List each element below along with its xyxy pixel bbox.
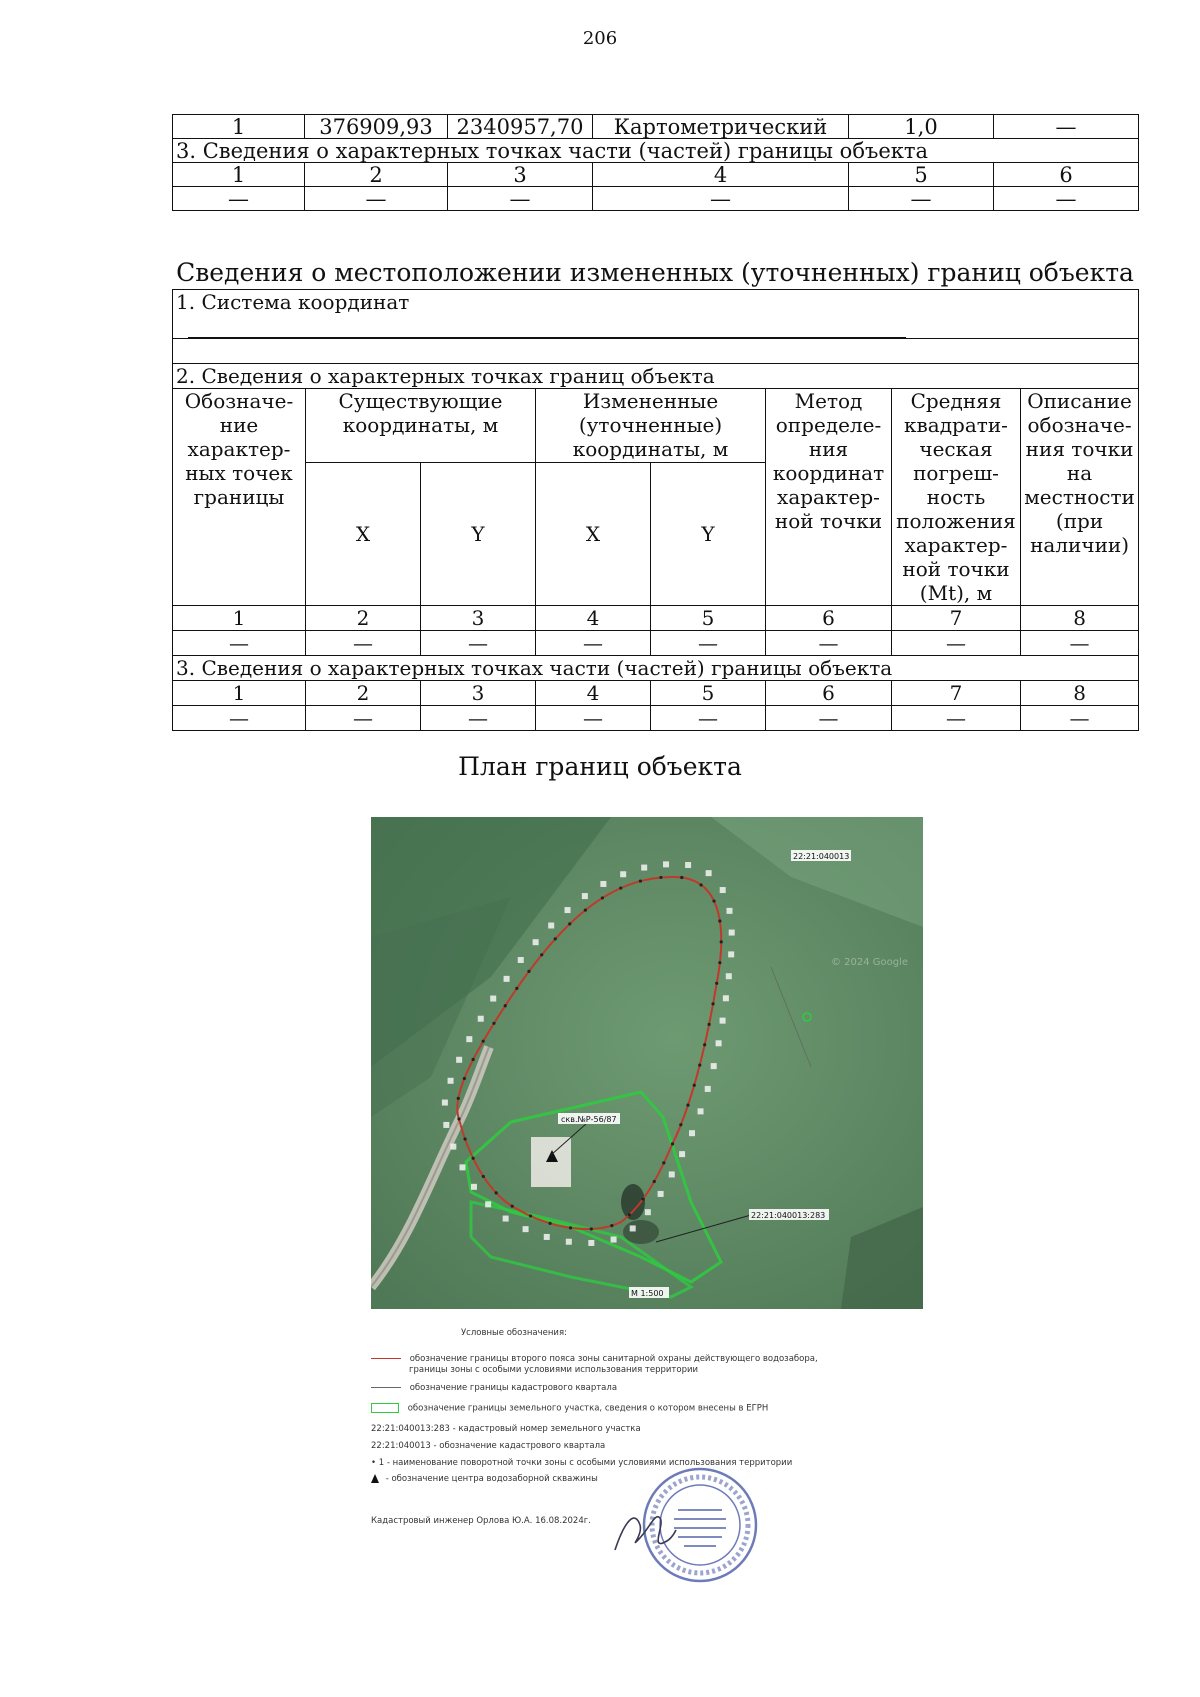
zone-vertex — [554, 937, 557, 940]
zone-vertex — [693, 1084, 696, 1087]
zone-point-tag — [726, 973, 732, 979]
table-header-row — [173, 389, 1139, 463]
table-cell: — — [305, 187, 448, 211]
table-cell: 3 — [421, 606, 536, 631]
table-cell: — — [421, 631, 536, 656]
zone-vertex — [662, 1161, 665, 1164]
zone-point-tag — [485, 1201, 491, 1207]
table-cell: 5 — [651, 681, 766, 706]
well-label: скв.№Р-56/87 — [561, 1115, 617, 1124]
table-cell: — — [1021, 706, 1139, 731]
zone-vertex — [472, 1058, 475, 1061]
header-existing-coords: Существующие координаты, м — [306, 389, 536, 463]
header-point-designation: Обозначе-ние характер-ных точек границы — [173, 389, 306, 606]
parcel-swatch — [371, 1403, 399, 1413]
header-changed-coords: Измененные (уточненные) координаты, м — [536, 389, 766, 463]
table-cell: — — [651, 706, 766, 731]
table-row — [173, 681, 1139, 706]
zone-vertex — [699, 883, 702, 886]
section-title: Сведения о местоположении измененных (уточненных) границ объекта — [176, 258, 1134, 287]
zone-point-tag — [698, 1108, 704, 1114]
legend-zone-line2: границы зоны с особыми условиями использования территории — [409, 1365, 699, 1375]
zone-point-tag — [641, 865, 647, 871]
table-row — [173, 364, 1139, 389]
zone-vertex — [482, 1175, 485, 1178]
zone-point-tag — [600, 881, 606, 887]
legend-quarter-number: 22:21:040013 - обозначение кадастрового квартала — [371, 1441, 606, 1451]
zone-point-tag — [716, 1040, 722, 1046]
parcel-label: 22:21:040013:283 — [751, 1211, 826, 1220]
table-cell: 5 — [849, 163, 994, 187]
zone-vertex — [590, 1227, 593, 1230]
table-cell: — — [651, 631, 766, 656]
legend-parcel-number: 22:21:040013:283 - кадастровый номер земельного участка — [371, 1424, 641, 1434]
zone-point-tag — [728, 951, 734, 957]
zone-point-tag — [705, 1086, 711, 1092]
zone-vertex — [492, 1022, 495, 1025]
zone-point-tag — [518, 957, 524, 963]
zone-vertex — [707, 1023, 710, 1026]
zone-vertex — [628, 1213, 631, 1216]
zone-point-tag — [588, 1240, 594, 1246]
table-cell: 3 — [421, 681, 536, 706]
table-row — [173, 163, 1139, 187]
table-cell: 1,0 — [849, 115, 994, 139]
table-cell: — — [536, 706, 651, 731]
table-cell: — — [593, 187, 849, 211]
top-points-table — [172, 114, 1139, 211]
zone-point-tag — [582, 893, 588, 899]
zone-point-tag — [450, 1144, 456, 1150]
scale-label: М 1:500 — [631, 1289, 664, 1298]
table-cell: 7 — [892, 606, 1021, 631]
table-row — [173, 606, 1139, 631]
zone-point-tag — [448, 1078, 454, 1084]
zone-vertex — [511, 1205, 514, 1208]
zone-vertex — [504, 1004, 507, 1007]
legend-parcel-text: обозначение границы земельного участка, сведения о котором внесены в ЕГРН — [407, 1403, 769, 1414]
zone-vertex — [529, 1214, 532, 1217]
coord-system-label: 1. Система координат — [176, 290, 410, 314]
zone-point-tag — [679, 1151, 685, 1157]
signature-icon — [610, 1500, 680, 1560]
legend-parcel — [371, 1403, 768, 1414]
zone-point-tag — [442, 1100, 448, 1106]
table-cell: — — [448, 187, 593, 211]
zone-vertex — [641, 1197, 644, 1200]
table-cell: — — [1021, 631, 1139, 656]
table-row — [173, 706, 1139, 731]
zone-point-tag — [504, 976, 510, 982]
table-row — [173, 656, 1139, 681]
plan-title: План границ объекта — [458, 752, 742, 781]
zone-vertex — [482, 1040, 485, 1043]
table-cell: 2340957,70 — [448, 115, 593, 139]
table-row — [173, 290, 1139, 339]
zone-vertex — [457, 1097, 460, 1100]
zone-point-tag — [720, 1018, 726, 1024]
well-triangle-icon — [371, 1474, 379, 1483]
boundary-plan-map — [371, 817, 923, 1309]
zone-vertex — [712, 899, 715, 902]
zone-point-tag — [689, 1130, 695, 1136]
table-row — [173, 631, 1139, 656]
table-cell: — — [766, 706, 892, 731]
zone-point-tag — [566, 1239, 572, 1245]
zone-vertex — [549, 1222, 552, 1225]
changed-boundaries-table — [172, 289, 1139, 731]
legend-quarter-text: обозначение границы кадастрового квартала — [409, 1383, 618, 1393]
legend-well-text: - обозначение центра водозаборной скважины — [385, 1474, 598, 1484]
table-cell: 4 — [536, 681, 651, 706]
zone-vertex — [718, 919, 721, 922]
table-cell: 1 — [173, 115, 305, 139]
table-cell: — — [994, 115, 1139, 139]
table-cell: — — [766, 631, 892, 656]
table-cell: — — [306, 706, 421, 731]
header-changed-x: X — [536, 463, 651, 606]
zone-point-tag — [711, 1063, 717, 1069]
table-cell: — — [306, 631, 421, 656]
zone-point-tag — [720, 887, 726, 893]
zone-point-tag — [663, 861, 669, 867]
header-changed-y: Y — [651, 463, 766, 606]
table-cell: — — [892, 631, 1021, 656]
zone-point-tag — [533, 939, 539, 945]
zone-vertex — [540, 953, 543, 956]
section2-title: 2. Сведения о характерных точках границ объекта — [173, 364, 1139, 389]
engineer-signature-line: Кадастровый инженер Орлова Ю.А. 16.08.2024г. — [371, 1516, 591, 1526]
zone-point-tag — [459, 1164, 465, 1170]
table-cell: 2 — [306, 681, 421, 706]
zone-point-tag — [471, 1184, 477, 1190]
zone-vertex — [457, 1117, 460, 1120]
zone-vertex — [471, 1157, 474, 1160]
table-cell: 3 — [448, 163, 593, 187]
blank-row — [173, 339, 1139, 364]
zone-point-tag — [706, 870, 712, 876]
header-description: Описание обозначе-ния точки на местности (при наличии) — [1021, 389, 1139, 606]
legend-well — [371, 1474, 598, 1484]
map-watermark: © 2024 Google — [831, 957, 909, 968]
table-cell: — — [536, 631, 651, 656]
zone-vertex — [610, 1224, 613, 1227]
table-cell: — — [173, 631, 306, 656]
zone-vertex — [584, 908, 587, 911]
header-existing-y: Y — [421, 463, 536, 606]
table-cell: 2 — [305, 163, 448, 187]
header-existing-x: X — [306, 463, 421, 606]
zone-vertex — [698, 1063, 701, 1066]
table-cell: 8 — [1021, 681, 1139, 706]
zone-vertex — [601, 896, 604, 899]
zone-vertex — [463, 1137, 466, 1140]
zone-point-tag — [669, 1171, 675, 1177]
quarter-label: 22:21:040013 — [793, 852, 850, 861]
header-method: Метод определе-ния координат характер-ной точки — [766, 389, 892, 606]
zone-point-tag — [611, 1237, 617, 1243]
zone-point-tag — [456, 1057, 462, 1063]
table-row — [173, 339, 1139, 364]
zone-point-tag — [726, 908, 732, 914]
coord-system-row — [173, 290, 1139, 339]
zone-point-tag — [544, 1234, 550, 1240]
legend-quarter — [371, 1383, 617, 1393]
zone-vertex — [639, 879, 642, 882]
table-cell: 6 — [766, 606, 892, 631]
table-cell: 1 — [173, 681, 306, 706]
zone-vertex — [659, 876, 662, 879]
table-cell: 1 — [173, 606, 306, 631]
zone-point-tag — [645, 1209, 651, 1215]
zone-vertex — [515, 987, 518, 990]
table-cell: — — [994, 187, 1139, 211]
zone-vertex — [679, 1123, 682, 1126]
zone-vertex — [619, 886, 622, 889]
zone-vertex — [718, 961, 721, 964]
zone-vertex — [715, 982, 718, 985]
zone-point-tag — [443, 1122, 449, 1128]
table-row — [173, 187, 1139, 211]
zone-vertex — [703, 1043, 706, 1046]
table-cell: 6 — [766, 681, 892, 706]
table-cell: 4 — [536, 606, 651, 631]
quarter-line-swatch — [371, 1387, 401, 1388]
legend-zone-text-1: обозначение границы второго пояса зоны санитарной охраны действующего водозабора, — [409, 1354, 818, 1364]
tree-shadow — [623, 1220, 659, 1244]
section3-title: 3. Сведения о характерных точках части (частей) границы объекта — [173, 139, 1139, 163]
table-row — [173, 139, 1139, 163]
table-cell: 376909,93 — [305, 115, 448, 139]
coord-system-blank — [188, 320, 906, 338]
zone-point-tag — [503, 1216, 509, 1222]
zone-vertex — [495, 1191, 498, 1194]
table-cell: — — [173, 706, 306, 731]
zone-vertex — [680, 876, 683, 879]
zone-point-tag — [490, 996, 496, 1002]
table-cell: 7 — [892, 681, 1021, 706]
table-cell: — — [892, 706, 1021, 731]
header-rms-error: Средняя квадрати-ческая погреш-ность положения характер-ной точки (Mt), м — [892, 389, 1021, 606]
table-cell: 6 — [994, 163, 1139, 187]
zone-vertex — [569, 1226, 572, 1229]
zone-vertex — [711, 1002, 714, 1005]
table-cell: — — [421, 706, 536, 731]
zone-point-tag — [729, 930, 735, 936]
zone-point-tag — [620, 871, 626, 877]
table-cell: Картометрический — [593, 115, 849, 139]
zone-point-tag — [466, 1036, 472, 1042]
table-cell: 5 — [651, 606, 766, 631]
page-number: 206 — [582, 28, 618, 49]
legend-zone — [371, 1354, 818, 1364]
zone-point-tag — [523, 1226, 529, 1232]
table-row — [173, 115, 1139, 139]
table-cell: — — [849, 187, 994, 211]
table-cell: 1 — [173, 163, 305, 187]
zone-point-tag — [658, 1191, 664, 1197]
zone-point-tag — [723, 995, 729, 1001]
zone-vertex — [720, 940, 723, 943]
legend-point-name: • 1 - наименование поворотной точки зоны с особыми условиями использования территории — [371, 1458, 793, 1468]
zone-point-tag — [685, 862, 691, 868]
legend-title: Условные обозначения: — [461, 1328, 567, 1338]
zone-line-swatch — [371, 1358, 401, 1359]
table-cell: — — [173, 187, 305, 211]
zone-point-tag — [630, 1225, 636, 1231]
zone-vertex — [653, 1180, 656, 1183]
zone-point-tag — [565, 907, 571, 913]
zone-vertex — [527, 970, 530, 973]
table-cell: 4 — [593, 163, 849, 187]
table-cell: 8 — [1021, 606, 1139, 631]
zone-vertex — [671, 1142, 674, 1145]
zone-point-tag — [548, 923, 554, 929]
table-cell: 2 — [306, 606, 421, 631]
zone-vertex — [568, 922, 571, 925]
zone-vertex — [463, 1077, 466, 1080]
zone-vertex — [686, 1104, 689, 1107]
section3-title: 3. Сведения о характерных точках части (частей) границы объекта — [173, 656, 1139, 681]
zone-point-tag — [478, 1016, 484, 1022]
